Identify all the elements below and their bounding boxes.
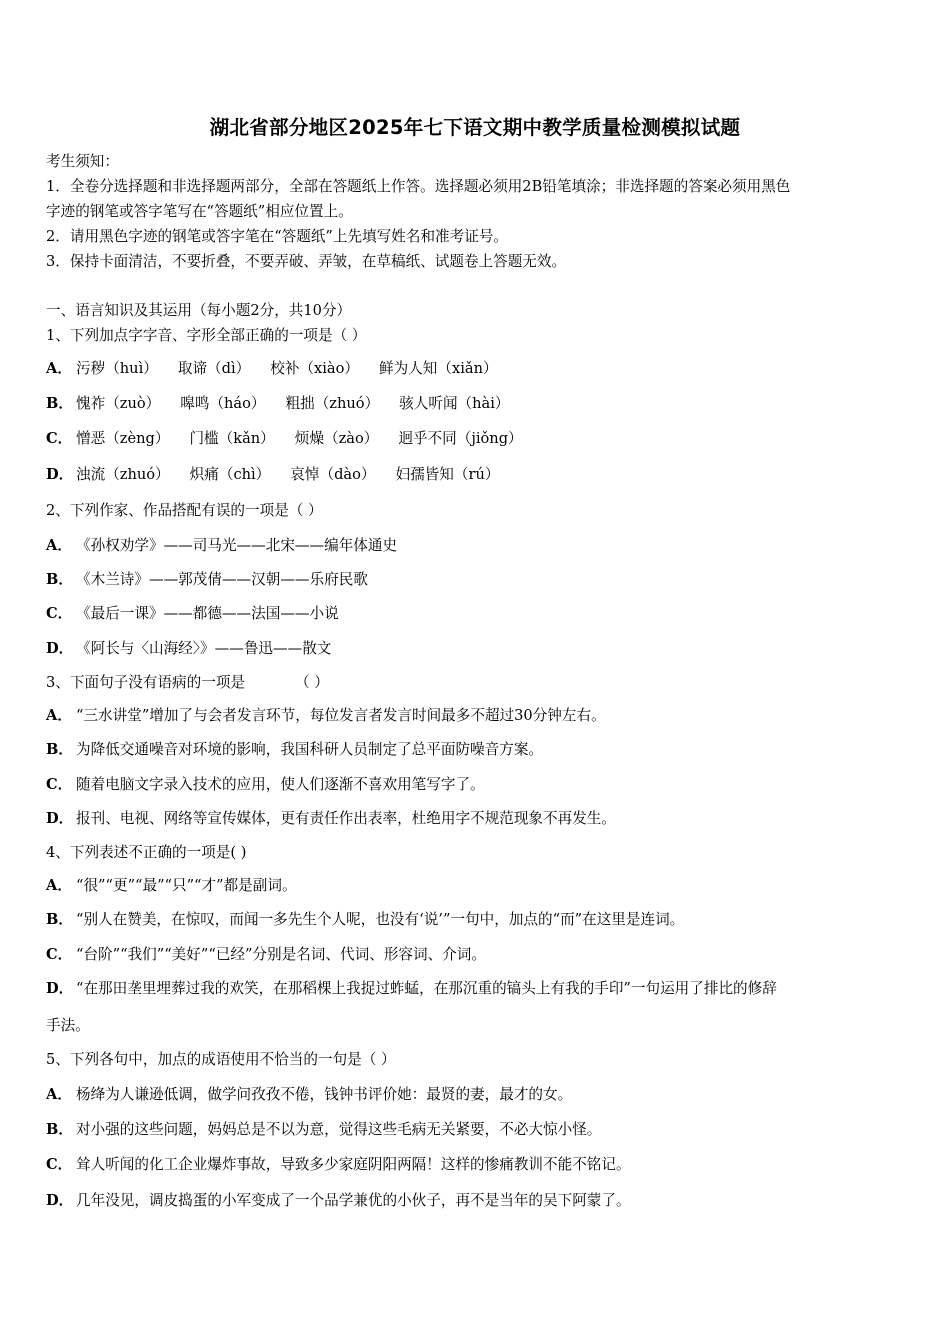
option-continuation: 手法。 bbox=[46, 1017, 90, 1034]
option-label: C． bbox=[46, 605, 73, 622]
option-row bbox=[46, 359, 906, 379]
option-word: 迥乎不同（jiǒng） bbox=[398, 430, 523, 447]
option-label: D． bbox=[46, 980, 74, 997]
option-row bbox=[46, 570, 906, 590]
option-text: 报刊、电视、网络等宣传媒体，更有责任作出表率，杜绝用字不规范现象不再发生。 bbox=[76, 810, 616, 827]
option-text: 对小强的这些问题，妈妈总是不以为意，觉得这些毛病无关紧要，不必大惊小怪。 bbox=[76, 1121, 602, 1138]
option-label: A． bbox=[46, 877, 72, 894]
option-text: 耸人听闻的化工企业爆炸事故，导致多少家庭阴阳两隔！这样的惨痛教训不能不铭记。 bbox=[76, 1156, 631, 1173]
option-label: A． bbox=[46, 537, 72, 554]
page-title: 湖北省部分地区2025年七下语文期中教学质量检测模拟试题 bbox=[209, 116, 741, 139]
option-label: D． bbox=[46, 1192, 74, 1209]
option-row bbox=[46, 429, 906, 449]
option-label: A． bbox=[46, 1086, 72, 1103]
option-word: 妇孺皆知（rú） bbox=[395, 466, 500, 483]
answer-paren: （ ） bbox=[295, 674, 329, 691]
option-word: 炽痛（chì） bbox=[189, 466, 271, 483]
option-text: 《最后一课》——都德——法国——小说 bbox=[76, 605, 339, 622]
option-label: B． bbox=[46, 571, 73, 588]
option-row bbox=[46, 1085, 906, 1105]
question-stem: 1、下列加点字字音、字形全部正确的一项是（ ） bbox=[46, 327, 367, 344]
option-text: “台阶”“我们”“美好”“已经”分别是名词、代词、形容词、介词。 bbox=[76, 946, 486, 963]
option-label: C． bbox=[46, 776, 73, 793]
option-row bbox=[46, 536, 906, 556]
option-word: 骇人听闻（hài） bbox=[399, 395, 510, 412]
option-label: C． bbox=[46, 430, 73, 447]
option-text: 为降低交通噪音对环境的影响，我国科研人员制定了总平面防噪音方案。 bbox=[76, 741, 544, 758]
question-stem-text: 3、下面句子没有语病的一项是 bbox=[46, 674, 246, 691]
option-text: 随着电脑文字录入技术的应用，使人们逐渐不喜欢用笔写字了。 bbox=[76, 776, 485, 793]
option-text: “在那田垄里埋葬过我的欢笑，在那稻棵上我捉过蚱蜢，在那沉重的镐头上有我的手印”一句运用了排比的修辞 bbox=[76, 980, 777, 997]
option-text: 几年没见，调皮捣蛋的小军变成了一个品学兼优的小伙子，再不是当年的吴下阿蒙了。 bbox=[76, 1192, 631, 1209]
option-label: B． bbox=[46, 1121, 73, 1138]
option-word: 门槛（kǎn） bbox=[189, 430, 275, 447]
option-word: 浊流（zhuó） bbox=[76, 466, 170, 483]
option-word: 污秽（huì） bbox=[76, 360, 158, 377]
notice-item: 2．请用黑色字迹的钢笔或答字笔在“答题纸”上先填写姓名和准考证号。 bbox=[46, 228, 509, 245]
option-word: 粗拙（zhuó） bbox=[285, 395, 380, 412]
option-word: 憎恶（zèng） bbox=[76, 430, 170, 447]
option-row bbox=[46, 876, 906, 896]
option-row bbox=[46, 706, 906, 726]
option-text: 《木兰诗》——郭茂倩——汉朝——乐府民歌 bbox=[76, 571, 368, 588]
option-label: C． bbox=[46, 946, 73, 963]
option-row bbox=[46, 979, 906, 999]
option-row bbox=[46, 394, 906, 414]
option-text: 《阿长与〈山海经〉》——鲁迅——散文 bbox=[76, 640, 332, 657]
option-row bbox=[46, 740, 906, 760]
option-text: 《孙权劝学》——司马光——北宋——编年体通史 bbox=[76, 537, 398, 554]
option-word: 愧祚（zuò） bbox=[76, 395, 161, 412]
notice-item: 3．保持卡面清洁，不要折叠，不要弄破、弄皱，在草稿纸、试题卷上答题无效。 bbox=[46, 253, 567, 270]
option-label: A． bbox=[46, 707, 72, 724]
option-word: 哀悼（dào） bbox=[290, 466, 376, 483]
option-label: B． bbox=[46, 911, 73, 928]
option-row bbox=[46, 775, 906, 795]
option-row bbox=[46, 465, 906, 485]
option-row bbox=[46, 1155, 906, 1175]
option-word: 校补（xiào） bbox=[270, 360, 359, 377]
question-stem: 2、下列作家、作品搭配有误的一项是（ ） bbox=[46, 502, 323, 519]
notice-heading: 考生须知： bbox=[46, 153, 119, 170]
option-row bbox=[46, 1191, 906, 1211]
question-stem: 4、下列表述不正确的一项是( ) bbox=[46, 844, 247, 861]
option-text: “很”“更”“最”“只”“才”都是副词。 bbox=[76, 877, 297, 894]
option-text: “别人在赞美，在惊叹，而闻一多先生个人呢，也没有‘说’”一句中，加点的“而”在这里是连词。 bbox=[76, 911, 685, 928]
option-label: B． bbox=[46, 395, 73, 412]
option-row bbox=[46, 1120, 906, 1140]
option-label: D． bbox=[46, 466, 74, 483]
option-row bbox=[46, 639, 906, 659]
notice-item: 1．全卷分选择题和非选择题两部分，全部在答题纸上作答。选择题必须用2B铅笔填涂；非选择题的答案必须用黑色 bbox=[46, 178, 791, 195]
section-heading: 一、语言知识及其运用（每小题2分，共10分） bbox=[46, 302, 352, 319]
option-row bbox=[46, 945, 906, 965]
option-row bbox=[46, 809, 906, 829]
option-label: B． bbox=[46, 741, 73, 758]
option-word: 嗥鸣（háo） bbox=[180, 395, 266, 412]
option-label: D． bbox=[46, 810, 74, 827]
option-text: 杨绛为人谦逊低调，做学问孜孜不倦，钱钟书评价她：最贤的妻，最才的女。 bbox=[76, 1086, 573, 1103]
option-label: D． bbox=[46, 640, 74, 657]
option-text: “三水讲堂”增加了与会者发言环节，每位发言者发言时间最多不超过30分钟左右。 bbox=[76, 707, 606, 724]
option-label: C． bbox=[46, 1156, 73, 1173]
option-row bbox=[46, 604, 906, 624]
option-label: A． bbox=[46, 360, 72, 377]
question-stem bbox=[46, 673, 906, 693]
option-word: 鲜为人知（xiǎn） bbox=[379, 360, 498, 377]
option-row bbox=[46, 910, 906, 930]
question-stem: 5、下列各句中，加点的成语使用不恰当的一句是（ ） bbox=[46, 1051, 396, 1068]
option-word: 烦燥（zào） bbox=[294, 430, 379, 447]
option-word: 取谛（dì） bbox=[177, 360, 251, 377]
notice-item: 字迹的钢笔或答字笔写在“答题纸”相应位置上。 bbox=[46, 203, 353, 220]
